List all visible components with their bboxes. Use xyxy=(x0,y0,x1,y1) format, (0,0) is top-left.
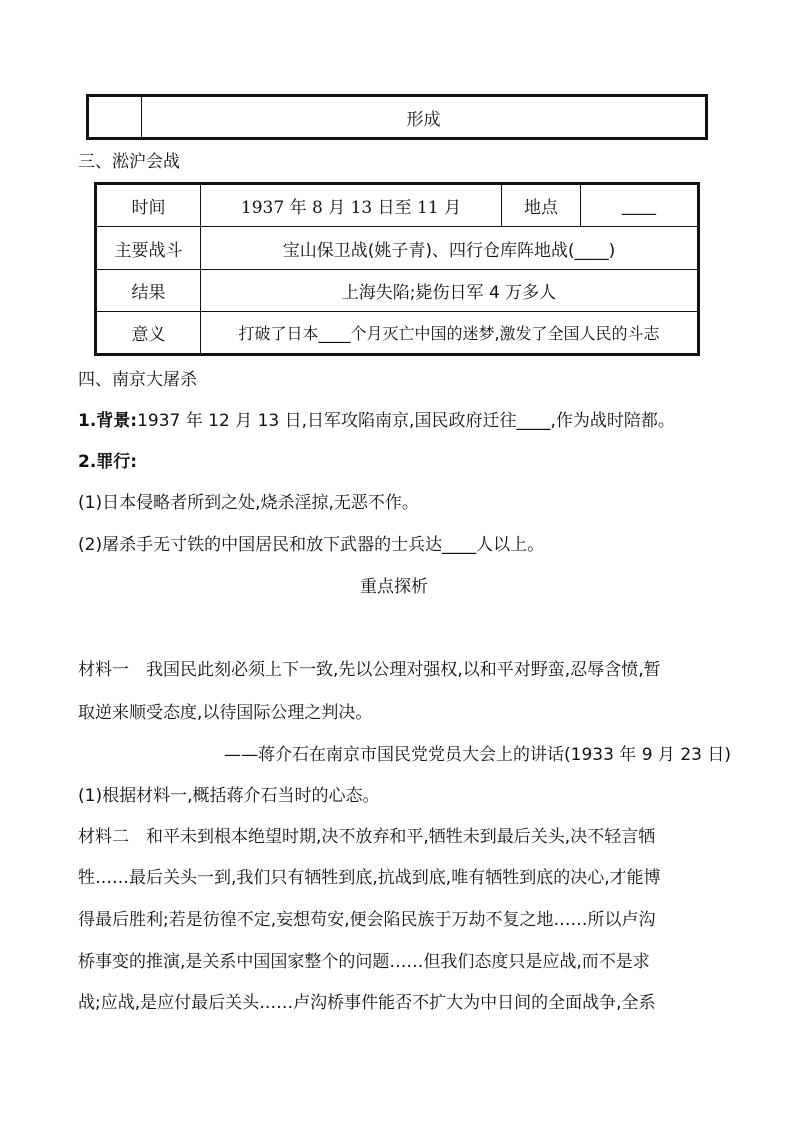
analysis-heading: 重点探析 xyxy=(360,577,428,597)
top-table-left-cell xyxy=(89,97,142,138)
section-4-heading: 四、南京大屠杀 xyxy=(78,370,197,390)
question-1: (1)根据材料一,概括蒋介石当时的心态。 xyxy=(78,786,380,806)
material-1-line-1: 材料一 我国民此刻必须上下一致,先以公理对强权,以和平对野蛮,忍辱含愤,暂 xyxy=(78,660,661,680)
top-table-fragment xyxy=(88,96,706,138)
background-paragraph xyxy=(78,411,675,431)
time-value: 1937 年 8 月 13 日至 11 月 xyxy=(201,185,502,227)
battles-value: 宝山保卫战(姚子青)、四行仓库阵地战(____) xyxy=(201,227,698,270)
material-2-line-5: 战;应战,是应付最后关头……卢沟桥事件能否不扩大为中日间的全面战争,全系 xyxy=(78,993,656,1013)
songhu-battle-table xyxy=(96,184,698,354)
top-table-right-cell: 形成 xyxy=(142,97,706,138)
material-1-source: ——蒋介石在南京市国民党党员大会上的讲话(1933 年 9 月 23 日) xyxy=(224,745,731,765)
crime-item-1: (1)日本侵略者所到之处,烧杀淫掠,无恶不作。 xyxy=(78,493,419,513)
result-label: 结果 xyxy=(97,270,201,312)
background-text: 1937 年 12 月 13 日,日军攻陷南京,国民政府迁往____,作为战时陪都。 xyxy=(137,411,675,431)
battles-label: 主要战斗 xyxy=(97,227,201,270)
material-1-line-2: 取逆来顺受态度,以待国际公理之判决。 xyxy=(78,703,373,723)
significance-value: 打破了日本____个月灭亡中国的迷梦,激发了全国人民的斗志 xyxy=(201,312,698,354)
place-value: ____ xyxy=(581,185,698,227)
section-3-heading: 三、淞沪会战 xyxy=(78,152,180,172)
background-label: 1.背景: xyxy=(78,411,138,431)
result-value: 上海失陷;毙伤日军 4 万多人 xyxy=(201,270,698,312)
significance-label: 意义 xyxy=(97,312,201,354)
material-2-line-3: 得最后胜利;若是彷徨不定,妄想苟安,便会陷民族于万劫不复之地……所以卢沟 xyxy=(78,910,656,930)
material-2-line-2: 牲……最后关头一到,我们只有牺牲到底,抗战到底,唯有牺牲到底的决心,才能博 xyxy=(78,868,661,888)
crimes-label: 2.罪行: xyxy=(78,452,138,472)
crime-item-2: (2)屠杀手无寸铁的中国居民和放下武器的士兵达____人以上。 xyxy=(78,535,545,555)
material-2-line-1: 材料二 和平未到根本绝望时期,决不放弃和平,牺牲未到最后关头,决不轻言牺 xyxy=(78,827,656,847)
material-2-line-4: 桥事变的推演,是关系中国国家整个的问题……但我们态度只是应战,而不是求 xyxy=(78,952,650,972)
place-label: 地点 xyxy=(502,185,581,227)
time-label: 时间 xyxy=(97,185,201,227)
